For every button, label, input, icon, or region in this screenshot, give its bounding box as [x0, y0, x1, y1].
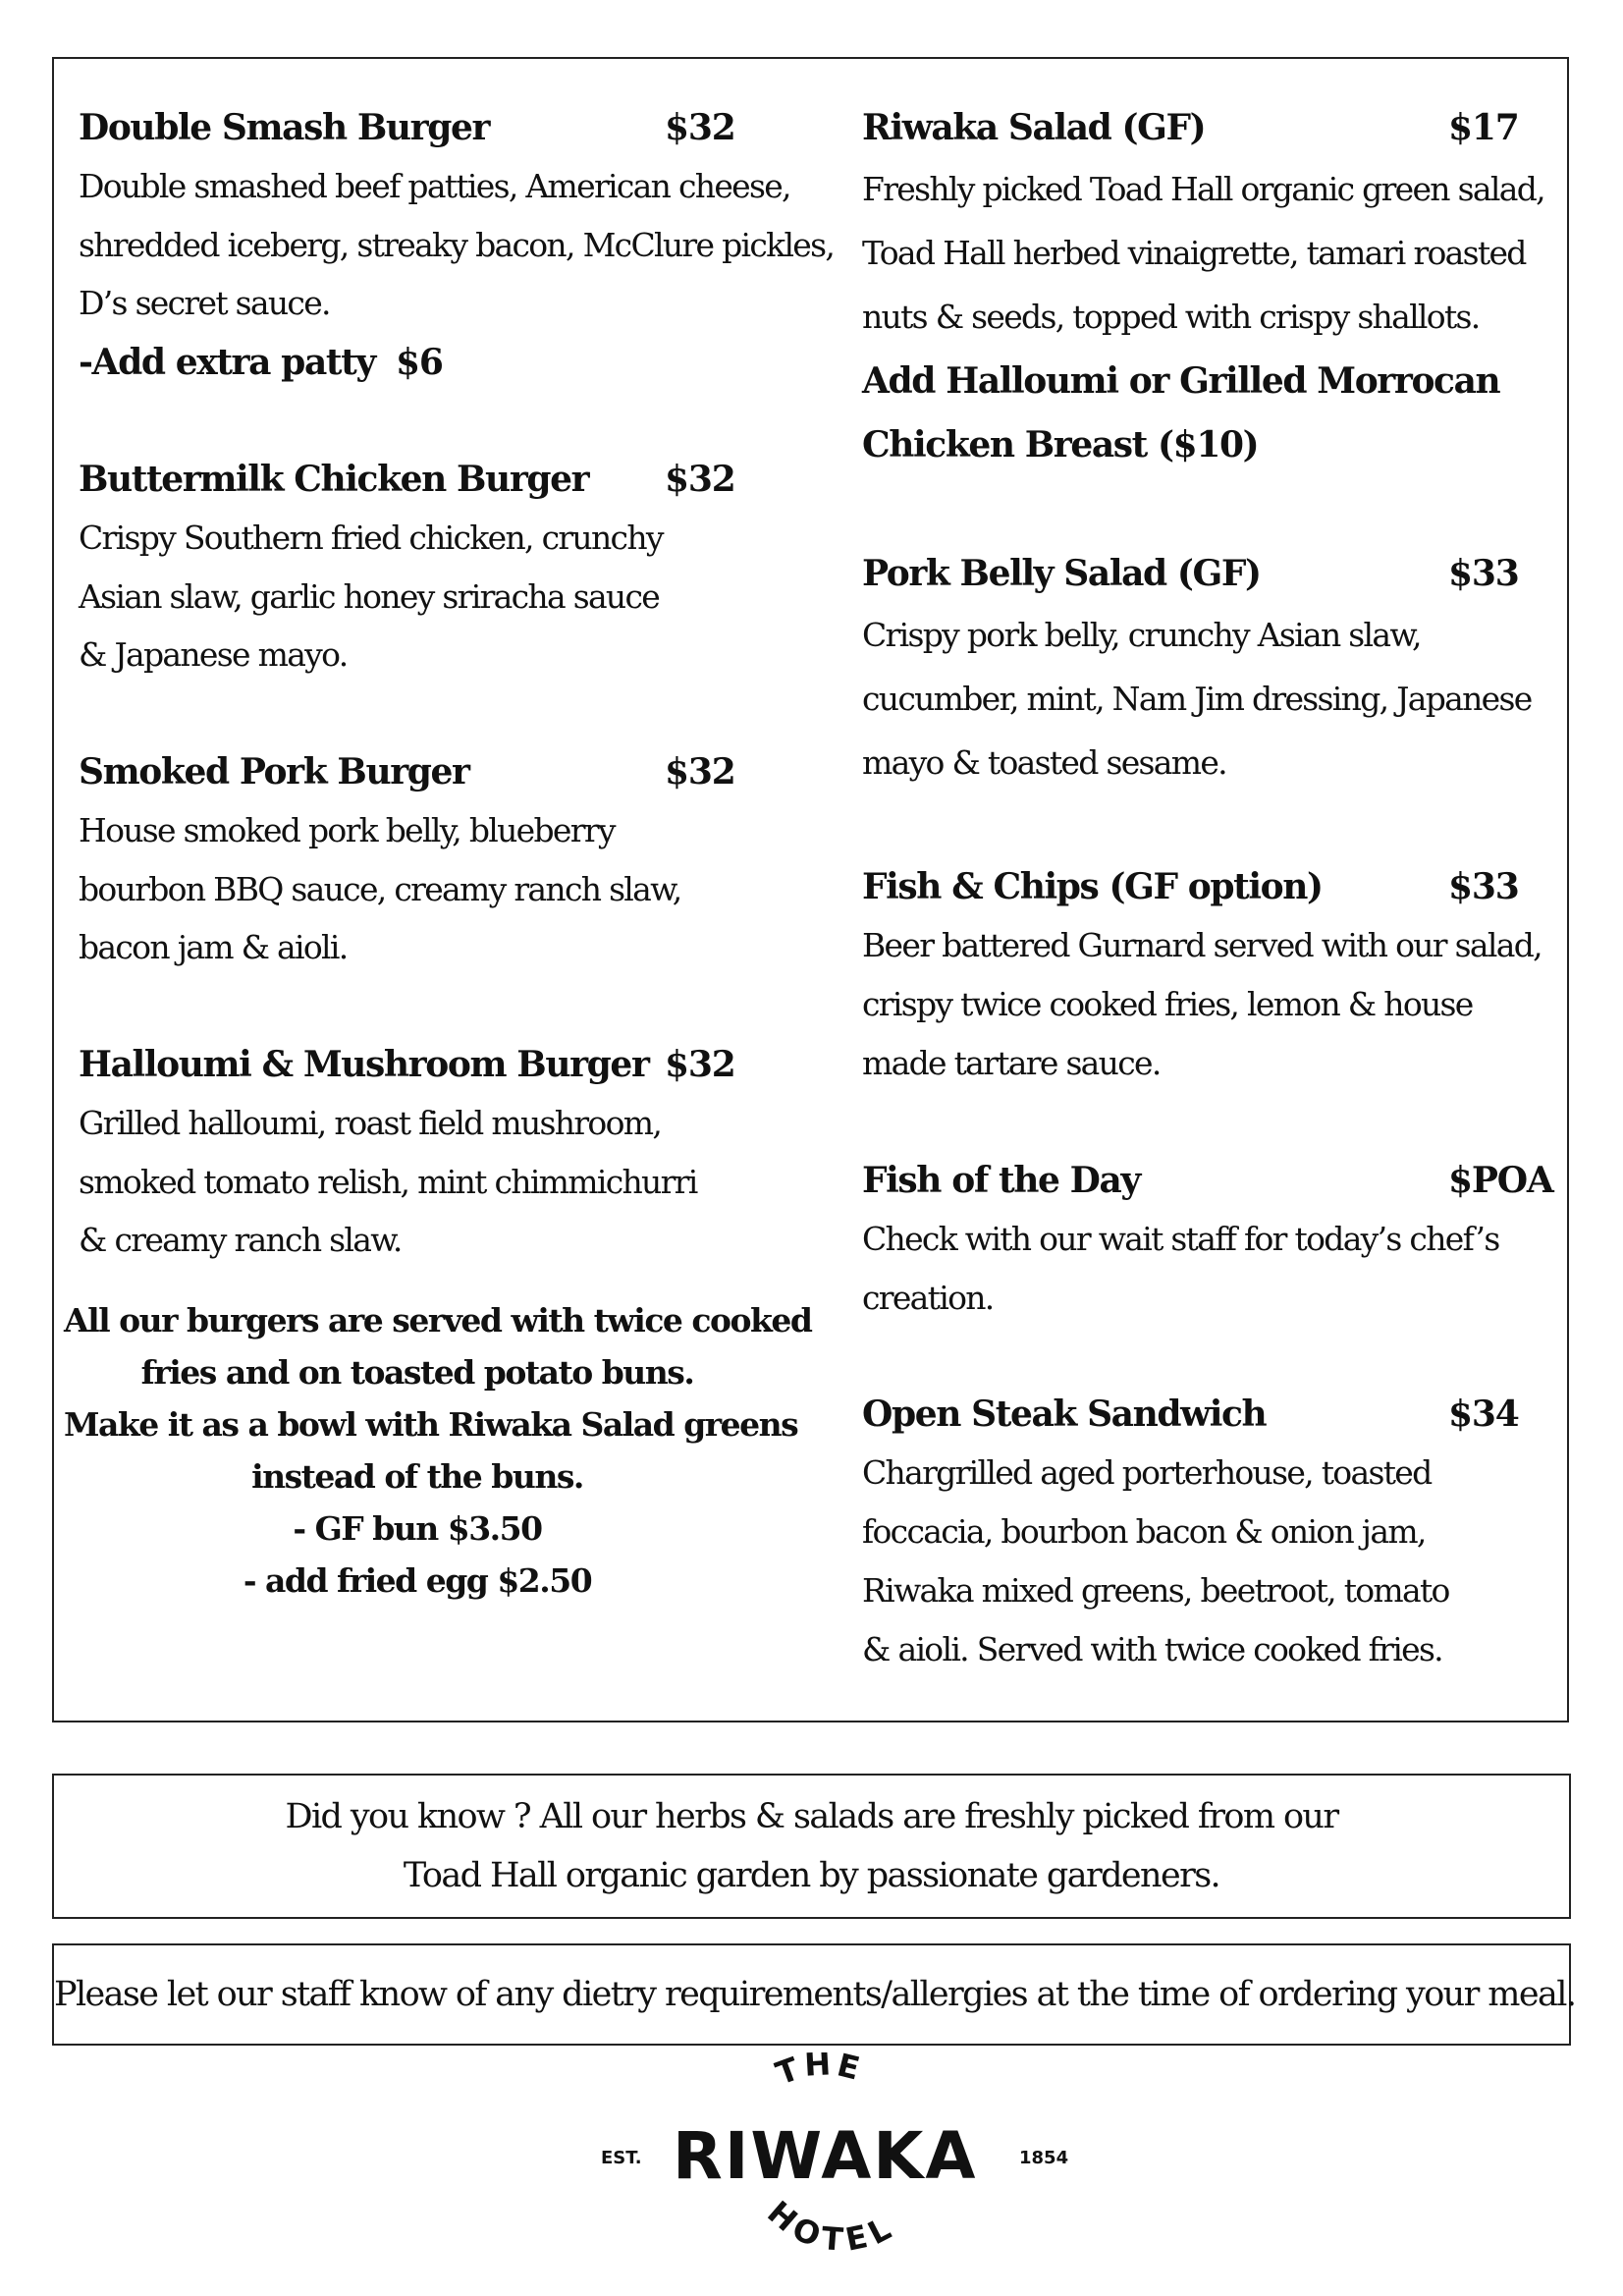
- item-price: $32: [665, 751, 735, 793]
- extra-patty-price: $6: [396, 341, 443, 383]
- item-title: Open Steak Sandwich: [862, 1394, 1267, 1435]
- item-title: Double Smash Burger: [79, 107, 490, 148]
- item-description-line: Freshly picked Toad Hall organic green salad,: [862, 170, 1544, 208]
- item-title: Buttermilk Chicken Burger: [79, 459, 589, 500]
- item-price: $33: [1448, 553, 1519, 594]
- item-description-line: nuts & seeds, topped with crispy shallots.: [862, 298, 1480, 336]
- item-description-line: Crispy Southern fried chicken, crunchy: [79, 519, 663, 557]
- logo-year: 1854: [1019, 2148, 1069, 2168]
- item-description-line: Toad Hall herbed vinaigrette, tamari roasted: [862, 234, 1526, 272]
- item-price: $POA: [1448, 1160, 1553, 1201]
- item-description-line: crispy twice cooked fries, lemon & house: [862, 985, 1473, 1023]
- burger-note-line: All our burgers are served with twice cooked: [64, 1301, 812, 1339]
- logo-est: EST.: [601, 2148, 642, 2168]
- garden-info-box: [52, 1774, 1571, 1919]
- extra-patty-row: [79, 333, 766, 392]
- item-description-line: & creamy ranch slaw.: [79, 1221, 402, 1259]
- item-description-line: bacon jam & aioli.: [79, 928, 348, 966]
- garden-info-line: Did you know ? All our herbs & salads are freshly picked from our: [285, 1797, 1338, 1836]
- item-description-line: Chargrilled aged porterhouse, toasted: [862, 1453, 1432, 1492]
- item-description-line: D’s secret sauce.: [79, 284, 330, 322]
- item-description-line: Riwaka mixed greens, beetroot, tomato: [862, 1571, 1449, 1610]
- item-description-line: Check with our wait staff for today’s chef’s: [862, 1220, 1499, 1258]
- item-description-line: & aioli. Served with twice cooked fries.: [862, 1630, 1442, 1668]
- extra-patty-label: -Add extra patty: [79, 341, 375, 383]
- burger-note-line: instead of the buns.: [251, 1457, 583, 1496]
- item-price: $32: [665, 459, 735, 500]
- item-price: $32: [665, 107, 735, 148]
- item-title: Fish of the Day: [862, 1160, 1140, 1201]
- salad-addon-line: Chicken Breast ($10): [862, 424, 1259, 465]
- burger-note-line: Make it as a bowl with Riwaka Salad greens: [64, 1405, 798, 1444]
- menu-item-fish-of-the-day: [862, 1151, 1569, 1328]
- logo-hotel: HOTEL: [760, 2193, 902, 2260]
- logo-name: RIWAKA: [673, 2118, 978, 2194]
- riwaka-hotel-logo: [579, 2052, 1090, 2288]
- menu-item-smoked-pork-burger: [79, 742, 766, 977]
- item-description-line: Beer battered Gurnard served with our salad,: [862, 926, 1542, 964]
- item-description-line: shredded iceberg, streaky bacon, McClure pickles,: [79, 225, 835, 264]
- menu-item-halloumi-mushroom-burger: [79, 1035, 766, 1270]
- item-price: $33: [1448, 866, 1519, 907]
- burger-note-line: - add fried egg $2.50: [243, 1561, 592, 1600]
- item-description-line: & Japanese mayo.: [79, 635, 348, 674]
- allergy-notice-box: [52, 1943, 1576, 2046]
- item-description-line: Asian slaw, garlic honey sriracha sauce: [79, 576, 660, 616]
- menu-item-buttermilk-chicken-burger: [79, 450, 766, 684]
- item-description-line: Double smashed beef patties, American cheese,: [79, 167, 790, 205]
- item-description-line: creation.: [862, 1279, 994, 1317]
- menu-item-pork-belly-salad: [862, 544, 1549, 794]
- item-price: $32: [665, 1044, 735, 1085]
- burger-note: [64, 1294, 812, 1607]
- item-price: $34: [1448, 1394, 1519, 1435]
- item-price: $17: [1448, 107, 1519, 148]
- salad-addon-line: Add Halloumi or Grilled Morrocan: [862, 360, 1500, 402]
- item-title: Pork Belly Salad (GF): [862, 553, 1261, 594]
- item-description-line: smoked tomato relish, mint chimmichurri: [79, 1162, 697, 1201]
- logo-the: THE: [771, 2052, 868, 2093]
- item-title: Fish & Chips (GF option): [862, 866, 1323, 907]
- menu-item-fish-and-chips: [862, 857, 1549, 1093]
- item-description-line: cucumber, mint, Nam Jim dressing, Japanese: [862, 680, 1532, 718]
- item-description-line: foccacia, bourbon bacon & onion jam,: [862, 1512, 1426, 1551]
- item-title: Halloumi & Mushroom Burger: [79, 1044, 649, 1085]
- menu-item-riwaka-salad: [862, 98, 1549, 476]
- item-title: Riwaka Salad (GF): [862, 107, 1206, 148]
- menu-item-open-steak-sandwich: [862, 1385, 1549, 1679]
- burger-note-line: fries and on toasted potato buns.: [140, 1353, 694, 1392]
- item-description-line: bourbon BBQ sauce, creamy ranch slaw,: [79, 869, 681, 908]
- garden-info-line: Toad Hall organic garden by passionate gardeners.: [403, 1856, 1220, 1895]
- burger-note-line: - GF bun $3.50: [293, 1509, 542, 1548]
- item-description-line: mayo & toasted sesame.: [862, 743, 1226, 782]
- item-title: Smoked Pork Burger: [79, 751, 469, 793]
- item-description-line: House smoked pork belly, blueberry: [79, 811, 615, 849]
- item-description-line: Grilled halloumi, roast field mushroom,: [79, 1104, 662, 1142]
- allergy-notice-text: Please let our staff know of any dietry requirements/allergies at the time of ordering your meal.: [54, 1975, 1576, 2014]
- item-description-line: made tartare sauce.: [862, 1044, 1161, 1082]
- menu-item-double-smash-burger: [79, 98, 835, 392]
- item-description-line: Crispy pork belly, crunchy Asian slaw,: [862, 616, 1421, 654]
